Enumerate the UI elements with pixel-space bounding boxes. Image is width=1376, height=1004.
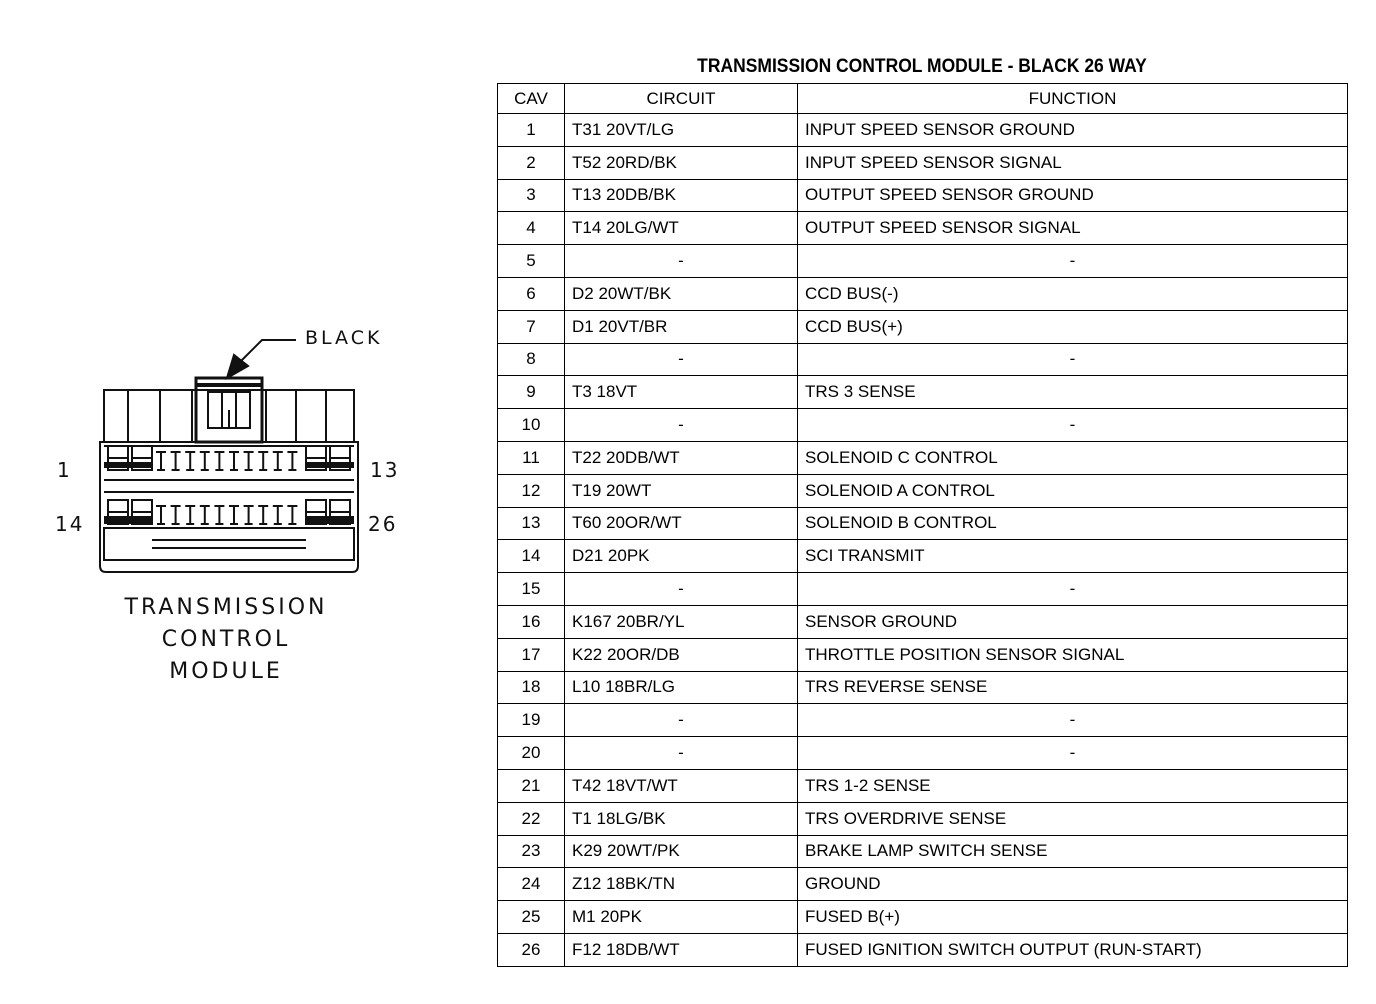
function-cell: - [798,245,1348,278]
connector-drawing [0,0,480,1004]
cav-cell: 14 [498,540,565,573]
terminal-cavity [214,452,224,470]
function-cell: SCI TRANSMIT [798,540,1348,573]
terminal-cavity [244,452,254,470]
cav-cell: 18 [498,671,565,704]
table-row [498,212,1348,245]
pinout-table [497,83,1348,967]
function-cell: FUSED IGNITION SWITCH OUTPUT (RUN-START) [798,933,1348,966]
circuit-cell: D1 20VT/BR [565,310,798,343]
function-cell: OUTPUT SPEED SENSOR GROUND [798,179,1348,212]
function-cell: SENSOR GROUND [798,605,1348,638]
circuit-cell: D21 20PK [565,540,798,573]
table-row [498,146,1348,179]
terminal-cavity [258,506,268,524]
cav-cell: 12 [498,474,565,507]
module-caption [98,592,354,688]
terminal-cavity [171,452,181,470]
table-row [498,474,1348,507]
circuit-cell: K22 20OR/DB [565,638,798,671]
function-cell: FUSED B(+) [798,901,1348,934]
pin-label-bottom-right: 26 [368,512,398,536]
table-row [498,277,1348,310]
table-row [498,901,1348,934]
table-row [498,605,1348,638]
cav-cell: 22 [498,802,565,835]
circuit-cell: Z12 18BK/TN [565,868,798,901]
pin-label-top-right: 13 [370,458,400,482]
cav-cell: 23 [498,835,565,868]
terminal-cavity [287,506,297,524]
cav-cell: 10 [498,409,565,442]
function-cell: CCD BUS(+) [798,310,1348,343]
cav-cell: 13 [498,507,565,540]
circuit-cell: T14 20LG/WT [565,212,798,245]
circuit-cell: T60 20OR/WT [565,507,798,540]
function-cell: BRAKE LAMP SWITCH SENSE [798,835,1348,868]
circuit-cell: T52 20RD/BK [565,146,798,179]
table-row [498,868,1348,901]
cav-cell: 3 [498,179,565,212]
table-row [498,769,1348,802]
function-cell: TRS OVERDRIVE SENSE [798,802,1348,835]
circuit-cell: T22 20DB/WT [565,441,798,474]
terminal-cavity [156,452,166,470]
terminal-cavity [273,452,283,470]
function-cell: THROTTLE POSITION SENSOR SIGNAL [798,638,1348,671]
terminal-cavity [229,452,239,470]
cav-cell: 2 [498,146,565,179]
function-cell: OUTPUT SPEED SENSOR SIGNAL [798,212,1348,245]
cav-cell: 8 [498,343,565,376]
pin-label-top-left: 1 [57,458,72,482]
function-cell: - [798,343,1348,376]
table-header-row [498,84,1348,114]
circuit-cell: T42 18VT/WT [565,769,798,802]
cav-cell: 26 [498,933,565,966]
module-caption-line: CONTROL [161,627,291,652]
cav-cell: 25 [498,901,565,934]
cav-cell: 9 [498,376,565,409]
table-row [498,114,1348,147]
function-cell: TRS REVERSE SENSE [798,671,1348,704]
terminal-cavity [171,506,181,524]
terminal-cavity [287,452,297,470]
function-cell: INPUT SPEED SENSOR SIGNAL [798,146,1348,179]
circuit-cell: M1 20PK [565,901,798,934]
table-title: TRANSMISSION CONTROL MODULE - BLACK 26 WAY [697,56,1147,77]
circuit-cell: - [565,409,798,442]
function-cell: - [798,409,1348,442]
circuit-cell: L10 18BR/LG [565,671,798,704]
table-row [498,573,1348,606]
table-row [498,343,1348,376]
cav-cell: 11 [498,441,565,474]
terminal-cavity [229,506,239,524]
pointer-leader-line [240,340,296,362]
cav-cell: 19 [498,704,565,737]
circuit-cell: - [565,704,798,737]
terminal-cavity [214,506,224,524]
table-row [498,441,1348,474]
table-row [498,376,1348,409]
function-cell: CCD BUS(-) [798,277,1348,310]
table-row [498,802,1348,835]
function-cell: GROUND [798,868,1348,901]
circuit-cell: T13 20DB/BK [565,179,798,212]
function-cell: - [798,737,1348,770]
terminal-cavity [258,452,268,470]
cav-cell: 20 [498,737,565,770]
connector-diagram [0,0,480,1004]
cav-cell: 21 [498,769,565,802]
table-row [498,671,1348,704]
table-row [498,835,1348,868]
circuit-cell: - [565,737,798,770]
function-cell: TRS 3 SENSE [798,376,1348,409]
header-circuit: CIRCUIT [565,84,798,114]
cav-cell: 16 [498,605,565,638]
function-cell: SOLENOID A CONTROL [798,474,1348,507]
cav-cell: 17 [498,638,565,671]
cav-cell: 15 [498,573,565,606]
circuit-cell: T3 18VT [565,376,798,409]
circuit-cell: D2 20WT/BK [565,277,798,310]
circuit-cell: K29 20WT/PK [565,835,798,868]
circuit-cell: - [565,343,798,376]
module-caption-line: MODULE [169,659,283,684]
circuit-cell: - [565,573,798,606]
circuit-cell: F12 18DB/WT [565,933,798,966]
table-row [498,737,1348,770]
circuit-cell: T1 18LG/BK [565,802,798,835]
pin-label-bottom-left: 14 [55,512,85,536]
table-row [498,507,1348,540]
module-caption-line: TRANSMISSION [124,595,328,620]
header-function: FUNCTION [798,84,1348,114]
circuit-cell: K167 20BR/YL [565,605,798,638]
table-row [498,704,1348,737]
cav-cell: 5 [498,245,565,278]
terminal-cavity [185,452,195,470]
terminal-cavity [273,506,283,524]
function-cell: INPUT SPEED SENSOR GROUND [798,114,1348,147]
table-row [498,540,1348,573]
terminal-cavity [244,506,254,524]
function-cell: SOLENOID B CONTROL [798,507,1348,540]
header-cav: CAV [498,84,565,114]
table-row [498,310,1348,343]
terminal-cavity [200,506,210,524]
table-row [498,933,1348,966]
terminal-cavity [200,452,210,470]
cav-cell: 6 [498,277,565,310]
circuit-cell: T19 20WT [565,474,798,507]
table-row [498,245,1348,278]
cav-cell: 4 [498,212,565,245]
table-row [498,638,1348,671]
pointer-label: BLACK [305,327,383,349]
cav-cell: 7 [498,310,565,343]
table-row [498,179,1348,212]
circuit-cell: T31 20VT/LG [565,114,798,147]
cav-cell: 1 [498,114,565,147]
cav-cell: 24 [498,868,565,901]
circuit-cell: - [565,245,798,278]
terminal-cavity [185,506,195,524]
table-row [498,409,1348,442]
function-cell: - [798,704,1348,737]
function-cell: TRS 1-2 SENSE [798,769,1348,802]
terminal-cavity [156,506,166,524]
function-cell: - [798,573,1348,606]
function-cell: SOLENOID C CONTROL [798,441,1348,474]
